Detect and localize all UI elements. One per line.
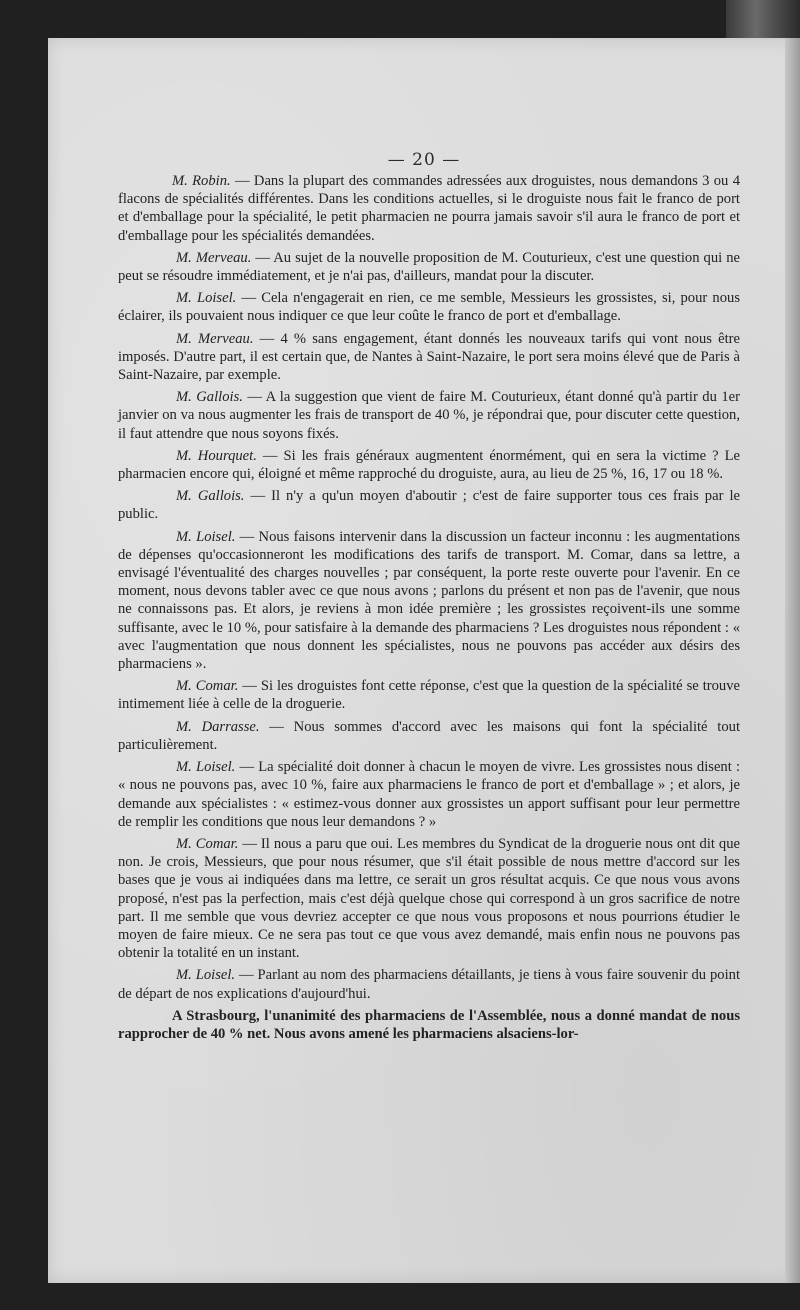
- speaker-name: M. Hourquet.: [176, 447, 257, 464]
- paragraph: [118, 487, 740, 523]
- paragraph-text: — 4 % sans engagement, étant donnés les nouveaux tarifs qui vont nous être imposés. D'autre part, il est certain que, de Nantes à Saint-Nazaire, le port sera moins élevé que de Paris à Saint-Nazaire, par exemple.: [118, 330, 740, 384]
- paragraph: [118, 289, 740, 325]
- paragraph: [118, 835, 740, 962]
- paragraph-text: — Il n'y a qu'un moyen d'aboutir ; c'est de faire supporter tous ces frais par le public.: [118, 488, 741, 523]
- paragraph: [118, 388, 740, 443]
- paragraph-text: — Si les droguistes font cette réponse, c'est que la question de la spécialité se trouve intimement liée à celle de la droguerie.: [118, 678, 740, 713]
- paragraph: [118, 758, 740, 831]
- speaker-name: M. Comar.: [176, 835, 239, 852]
- paragraph-text: — Dans la plupart des commandes adressées aux droguistes, nous demandons 3 ou 4 flacons de spécialités différentes. Dans les conditions actuelles, si le droguiste nous fait le franco de port et d'emballage pour la spécialité, le petit pharmacien ne pourra jamais savoir s'il aura le franco de port et d'emballage pour les spécialités demandées.: [118, 173, 740, 244]
- speaker-name: M. Robin.: [172, 173, 231, 189]
- final-paragraph: A Strasbourg, l'unanimité des pharmaciens de l'Assemblée, nous a donné mandat de nous rapprocher de 40 % net. Nous avons amené les pharmaciens alsaciens-lor-: [118, 1007, 740, 1042]
- speaker-name: M. Merveau.: [176, 330, 254, 347]
- speaker-name: M. Loisel.: [176, 967, 236, 984]
- speaker-name: M. Comar.: [176, 678, 239, 695]
- paragraph-text: — Nous sommes d'accord avec les maisons qui font la spécialité tout particulièrement.: [118, 718, 740, 753]
- speaker-name: M. Merveau.: [176, 249, 252, 266]
- page-edge: [785, 38, 800, 1283]
- paragraph-text: — Parlant au nom des pharmaciens détaillants, je tiens à vous faire souvenir du point de départ de nos explications d'aujourd'hui.: [118, 967, 741, 1002]
- paragraph: [118, 528, 740, 674]
- paragraph-text: — Cela n'engagerait en rien, ce me semble, Messieurs les grossistes, si, pour nous éclairer, ils pouvaient nous indiquer ce que leur coûte le franco de port et d'emballage.: [118, 290, 740, 325]
- paragraph: [118, 172, 740, 245]
- paragraph: [118, 447, 740, 483]
- speaker-name: M. Loisel.: [176, 528, 236, 545]
- speaker-name: M. Loisel.: [176, 290, 237, 307]
- paragraph-text: — A la suggestion que vient de faire M. Couturieux, étant donné qu'à partir du 1er janvier on va nous augmenter les frais de transport de 40 %, je répondrai que, pour discuter cette question, il faut attendre que nous soyons fixés.: [118, 389, 740, 442]
- speaker-name: M. Gallois.: [176, 389, 243, 406]
- paragraph-text: — Nous faisons intervenir dans la discussion un facteur inconnu : les augmentations de dépenses qu'occasionneront les modifications des tarifs de transport. M. Comar, dans sa lettre, a envisagé l'éventualité des charges nouvelles ; par conséquent, la porte reste ouverte pour l'avenir. En ce moment, nous devons tabler avec ce que nous avons ; parlons du présent et non pas de l'avenir, que nous ne connaissons pas. Et alors, je reviens à mon idée première ; les grossistes reçoivent-ils une somme suffisante, avec le 10 %, pour satisfaire à la demande des pharmaciens ? Les droguistes nous répondent : « avec l'augmentation que nous donnent les spécialistes, nous ne pouvons pas accéder aux désirs des pharmaciens ».: [118, 528, 740, 673]
- paragraph-text: — La spécialité doit donner à chacun le moyen de vivre. Les grossistes nous disent : « nous ne pouvons pas, avec 10 %, faire aux pharmaciens le franco de port et d'emballage » ; et alors, je demande aux spécialistes : « estimez-vous donner aux grossistes un apport suffisant pour leur permettre de remplir les conditions que nous leur demandons ? »: [118, 759, 740, 830]
- paragraph-text: — Il nous a paru que oui. Les membres du Syndicat de la droguerie nous ont dit que non. Je crois, Messieurs, que pour nous résumer, que s'il était possible de nous mettre d'accord sur les bases que je vous ai indiquées dans ma lettre, ce serait un gros résultat acquis. Ce que nous vous avons proposé, n'est pas la perfection, mais c'est déjà quelque chose qui correspond à un gros sacrifice de notre part. Il me semble que vous devriez accepter ce que nous vous proposons et nous pourrions étudier le moyen de faire mieux. Ce ne sera pas tout ce que vous avez demandé, mais enfin nous ne pouvons pas obtenir la totalité en un instant.: [118, 835, 741, 962]
- speaker-name: M. Gallois.: [176, 488, 245, 505]
- paragraph: [118, 330, 740, 385]
- speaker-name: M. Darrasse.: [176, 718, 260, 735]
- document-body: [118, 172, 740, 1043]
- paragraph: [118, 966, 740, 1002]
- paragraph: [118, 677, 740, 713]
- paragraph: [118, 249, 740, 285]
- page-number: — 20 —: [387, 150, 461, 170]
- paragraph-text: — Si les frais généraux augmentent énormément, qui en sera la victime ? Le pharmacien encore qui, éloigné et même rapproché du droguiste, aura, au lieu de 25 %, 16, 17 ou 18 %.: [118, 447, 741, 483]
- paragraph-text: — Au sujet de la nouvelle proposition de M. Couturieux, c'est une question qui ne peut se résoudre immédiatement, et je n'ai pas, d'ailleurs, mandat pour la discuter.: [118, 249, 741, 285]
- paragraph: [118, 718, 740, 754]
- speaker-name: M. Loisel.: [176, 759, 236, 776]
